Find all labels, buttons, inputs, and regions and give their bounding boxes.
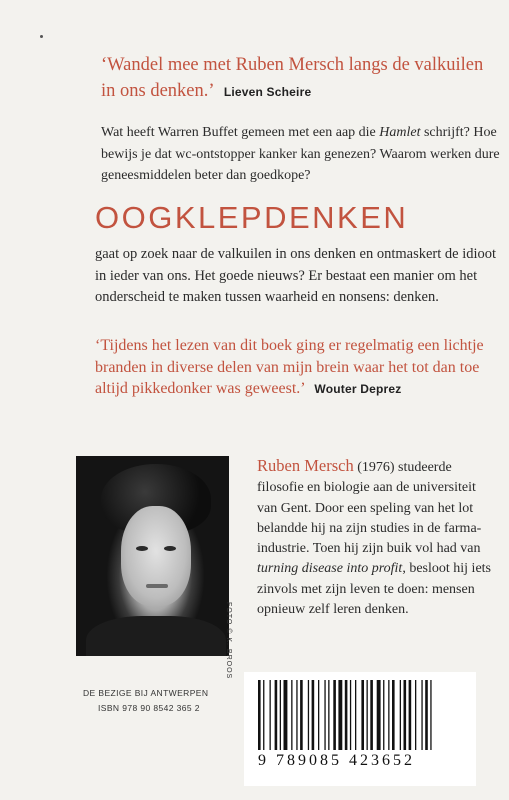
quote2-attribution: Wouter Deprez bbox=[314, 382, 402, 396]
author-name: Ruben Mersch bbox=[257, 456, 354, 475]
intro-paragraph bbox=[101, 122, 501, 187]
author-bio bbox=[257, 456, 497, 620]
quote-lieven-scheire bbox=[101, 52, 491, 105]
description-paragraph: gaat op zoek naar de valkuilen in ons denken en ontmaskert de idioot in ieder van ons. Het goede nieuws? Er bestaat een manier om het onderscheid te maken tussen waarheid en nonsens: denken. bbox=[95, 246, 497, 305]
isbn: ISBN 978 90 8542 365 2 bbox=[98, 703, 200, 713]
barcode-digits: 9 789085 423652 bbox=[258, 752, 415, 769]
bio-text-2: , besloot hij iets zinvols met zijn leven te doen: mensen opnieuw zelf leren denken. bbox=[257, 561, 491, 618]
author-year: (1976) bbox=[353, 460, 395, 475]
publisher: DE BEZIGE BIJ ANTWERPEN bbox=[83, 688, 209, 698]
barcode bbox=[244, 672, 476, 786]
bio-italic: turning disease into profit bbox=[257, 561, 403, 577]
quote-wouter-deprez bbox=[95, 335, 500, 401]
quote1-text: ‘Wandel mee met Ruben Mersch langs de valkuilen in ons denken.’ bbox=[101, 55, 484, 101]
photo-credit: FOTO © K. BROOS bbox=[225, 602, 232, 680]
intro-text-2: schrijft? Hoe bewijs je dat wc-ontstopper kanker kan genezen? Waarom werken dure geneesmiddelen beter dan goedkope? bbox=[101, 125, 500, 183]
intro-italic: Hamlet bbox=[379, 125, 421, 140]
intro-text-1: Wat heeft Warren Buffet gemeen met een aap die bbox=[101, 125, 380, 140]
barcode-bars bbox=[254, 680, 466, 754]
quote1-attribution: Lieven Scheire bbox=[223, 85, 312, 99]
quote2-text: ‘Tijdens het lezen van dit boek ging er regelmatig een lichtje branden in diverse delen van mijn brein waar het tot dan toe altijd pikkedonker was geweest.’ bbox=[95, 337, 484, 397]
book-title: OOGKLEPDENKEN bbox=[95, 200, 409, 235]
speck bbox=[40, 35, 43, 38]
author-photo bbox=[76, 456, 229, 656]
bio-text-1: studeerde filosofie en biologie aan de universiteit van Gent. Door een speling van het lot belandde hij na zijn studies in de farma-industrie. Toen hij zijn buik vol had van bbox=[257, 460, 482, 557]
